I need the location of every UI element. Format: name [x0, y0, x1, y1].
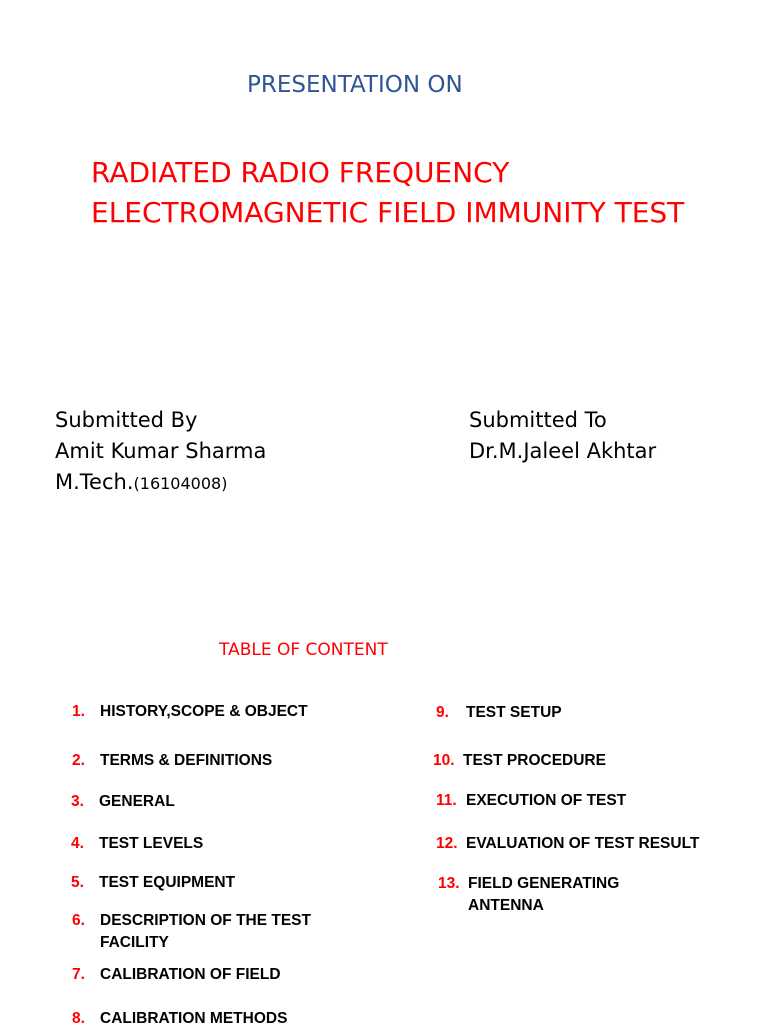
- toc-text: EXECUTION OF TEST: [466, 792, 627, 809]
- toc-item-4: [71, 833, 339, 855]
- toc-number: 7.: [72, 966, 85, 983]
- toc-number: 10.: [433, 752, 455, 769]
- toc-text: EVALUATION OF TEST RESULT: [466, 835, 700, 852]
- toc-number: 4.: [71, 835, 84, 852]
- toc-item-7: [72, 964, 340, 986]
- toc-item-11: [436, 790, 726, 812]
- toc-number: 3.: [71, 793, 84, 810]
- degree-text: M.Tech.: [55, 470, 134, 494]
- toc-text: CALIBRATION METHODS: [100, 1010, 288, 1027]
- toc-item-10: [433, 750, 723, 772]
- toc-item-3: [71, 791, 339, 813]
- toc-number: 6.: [72, 912, 85, 929]
- submitted-to-label: Submitted To: [469, 408, 607, 432]
- toc-item-12: [436, 833, 746, 855]
- submitter-name: Amit Kumar Sharma: [55, 439, 267, 463]
- title-line-1: RADIATED RADIO FREQUENCY: [91, 156, 510, 189]
- toc-text: HISTORY,SCOPE & OBJECT: [100, 703, 308, 720]
- toc-text: TERMS & DEFINITIONS: [100, 752, 273, 769]
- toc-text: FIELD GENERATING ANTENNA: [468, 875, 620, 914]
- toc-text: CALIBRATION OF FIELD: [100, 966, 281, 983]
- toc-text: TEST SETUP: [466, 704, 562, 721]
- toc-text: TEST PROCEDURE: [463, 752, 606, 769]
- toc-text: DESCRIPTION OF THE TEST FACILITY: [100, 912, 311, 951]
- submitted-by-label: Submitted By: [55, 408, 198, 432]
- toc-item-13: [438, 873, 638, 917]
- supervisor-name: Dr.M.Jaleel Akhtar: [469, 439, 657, 463]
- toc-number: 2.: [72, 752, 85, 769]
- toc-number: 9.: [436, 704, 449, 721]
- toc-item-9: [436, 702, 726, 724]
- toc-item-1: [72, 701, 340, 723]
- toc-item-5: [71, 872, 339, 894]
- toc-text: TEST EQUIPMENT: [99, 874, 236, 891]
- toc-item-6: [72, 910, 330, 954]
- toc-number: 1.: [72, 703, 85, 720]
- toc-number: 11.: [436, 792, 457, 809]
- toc-heading: TABLE OF CONTENT: [219, 640, 388, 660]
- toc-item-2: [72, 750, 340, 772]
- toc-number: 8.: [72, 1010, 85, 1027]
- toc-text: TEST LEVELS: [99, 835, 204, 852]
- title-line-2: ELECTROMAGNETIC FIELD IMMUNITY TEST: [91, 196, 685, 229]
- roll-number: (16104008): [133, 474, 228, 493]
- toc-text: GENERAL: [99, 793, 175, 810]
- toc-number: 12.: [436, 835, 458, 852]
- toc-item-8: [72, 1008, 340, 1030]
- toc-number: 5.: [71, 874, 84, 891]
- submitter-degree: [55, 470, 227, 494]
- presentation-header: PRESENTATION ON: [247, 72, 463, 98]
- toc-number: 13.: [438, 875, 460, 892]
